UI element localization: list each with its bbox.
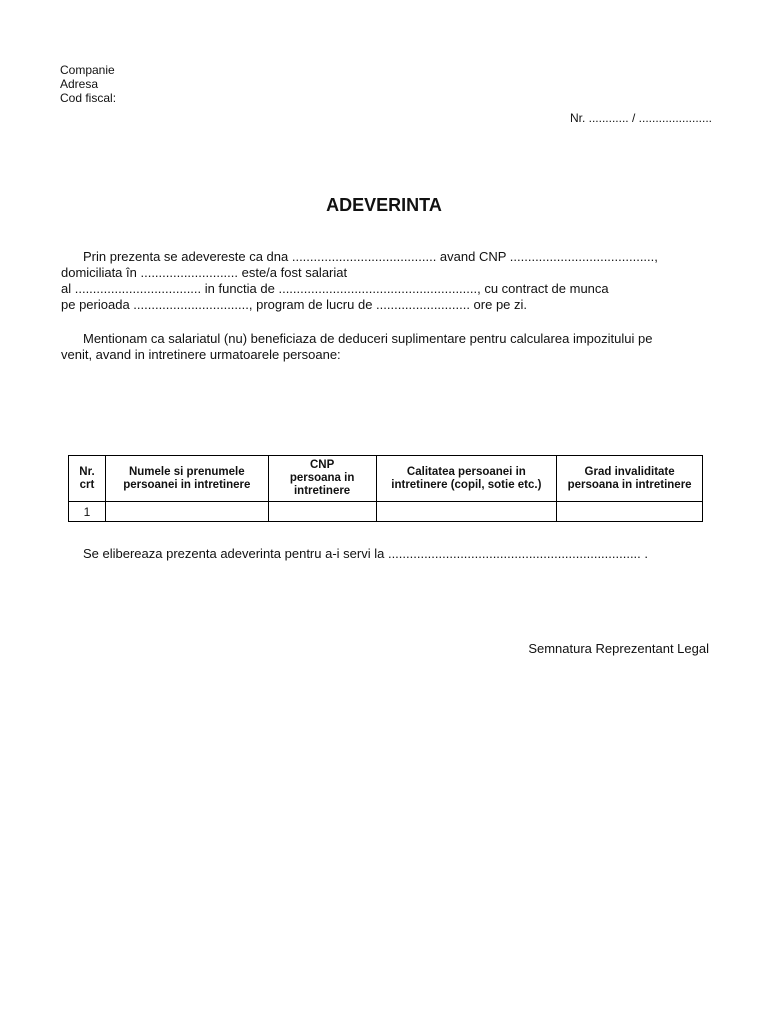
tax-code-label: Cod fiscal: — [60, 91, 117, 105]
certificate-body — [61, 249, 658, 313]
company-label: Companie — [60, 63, 115, 77]
body-line-3: al ................................... in functia de ......................................................., cu contract de munca — [61, 281, 609, 296]
document-title: ADEVERINTA — [326, 195, 442, 215]
mention-line-1: Mentionam ca salariatul (nu) beneficiaza de deduceri suplimentare pentru calcularea impozitului pe — [83, 331, 653, 346]
body-line-1: Prin prezenta se adevereste ca dna ........................................ avand CNP ........................................, — [83, 249, 658, 264]
cell-cnp — [268, 502, 376, 522]
registration-number: Nr. ............ / ...................... — [569, 111, 712, 125]
body-line-4: pe perioada ................................, program de lucru de .......................... ore pe zi. — [61, 297, 528, 312]
cell-name — [105, 502, 268, 522]
header-name: Numele si prenumele persoanei in intretinere — [105, 456, 268, 502]
cell-nr: 1 — [69, 502, 106, 522]
dependents-table — [68, 455, 703, 522]
deductions-paragraph — [61, 331, 652, 363]
cell-relation — [376, 502, 557, 522]
body-line-2: domiciliata în ........................... este/a fost salariat — [61, 265, 348, 280]
mention-line-2: venit, avand in intretinere urmatoarele persoane: — [61, 347, 341, 362]
header-disability: Grad invaliditate persoana in intretinere — [557, 456, 703, 502]
header-relation: Calitatea persoanei in intretinere (copil, sotie etc.) — [376, 456, 557, 502]
header-cnp: CNP persoana in intretinere — [268, 456, 376, 502]
table-header-row — [69, 456, 703, 502]
address-label: Adresa — [60, 77, 99, 91]
signature-label: Semnatura Reprezentant Legal — [528, 641, 709, 656]
purpose-line: Se elibereaza prezenta adeverinta pentru a-i servi la ...................................................................... . — [83, 546, 649, 561]
cell-disability — [557, 502, 703, 522]
header-nr: Nr. crt — [69, 456, 106, 502]
table-row — [69, 502, 703, 522]
company-header — [60, 63, 116, 105]
